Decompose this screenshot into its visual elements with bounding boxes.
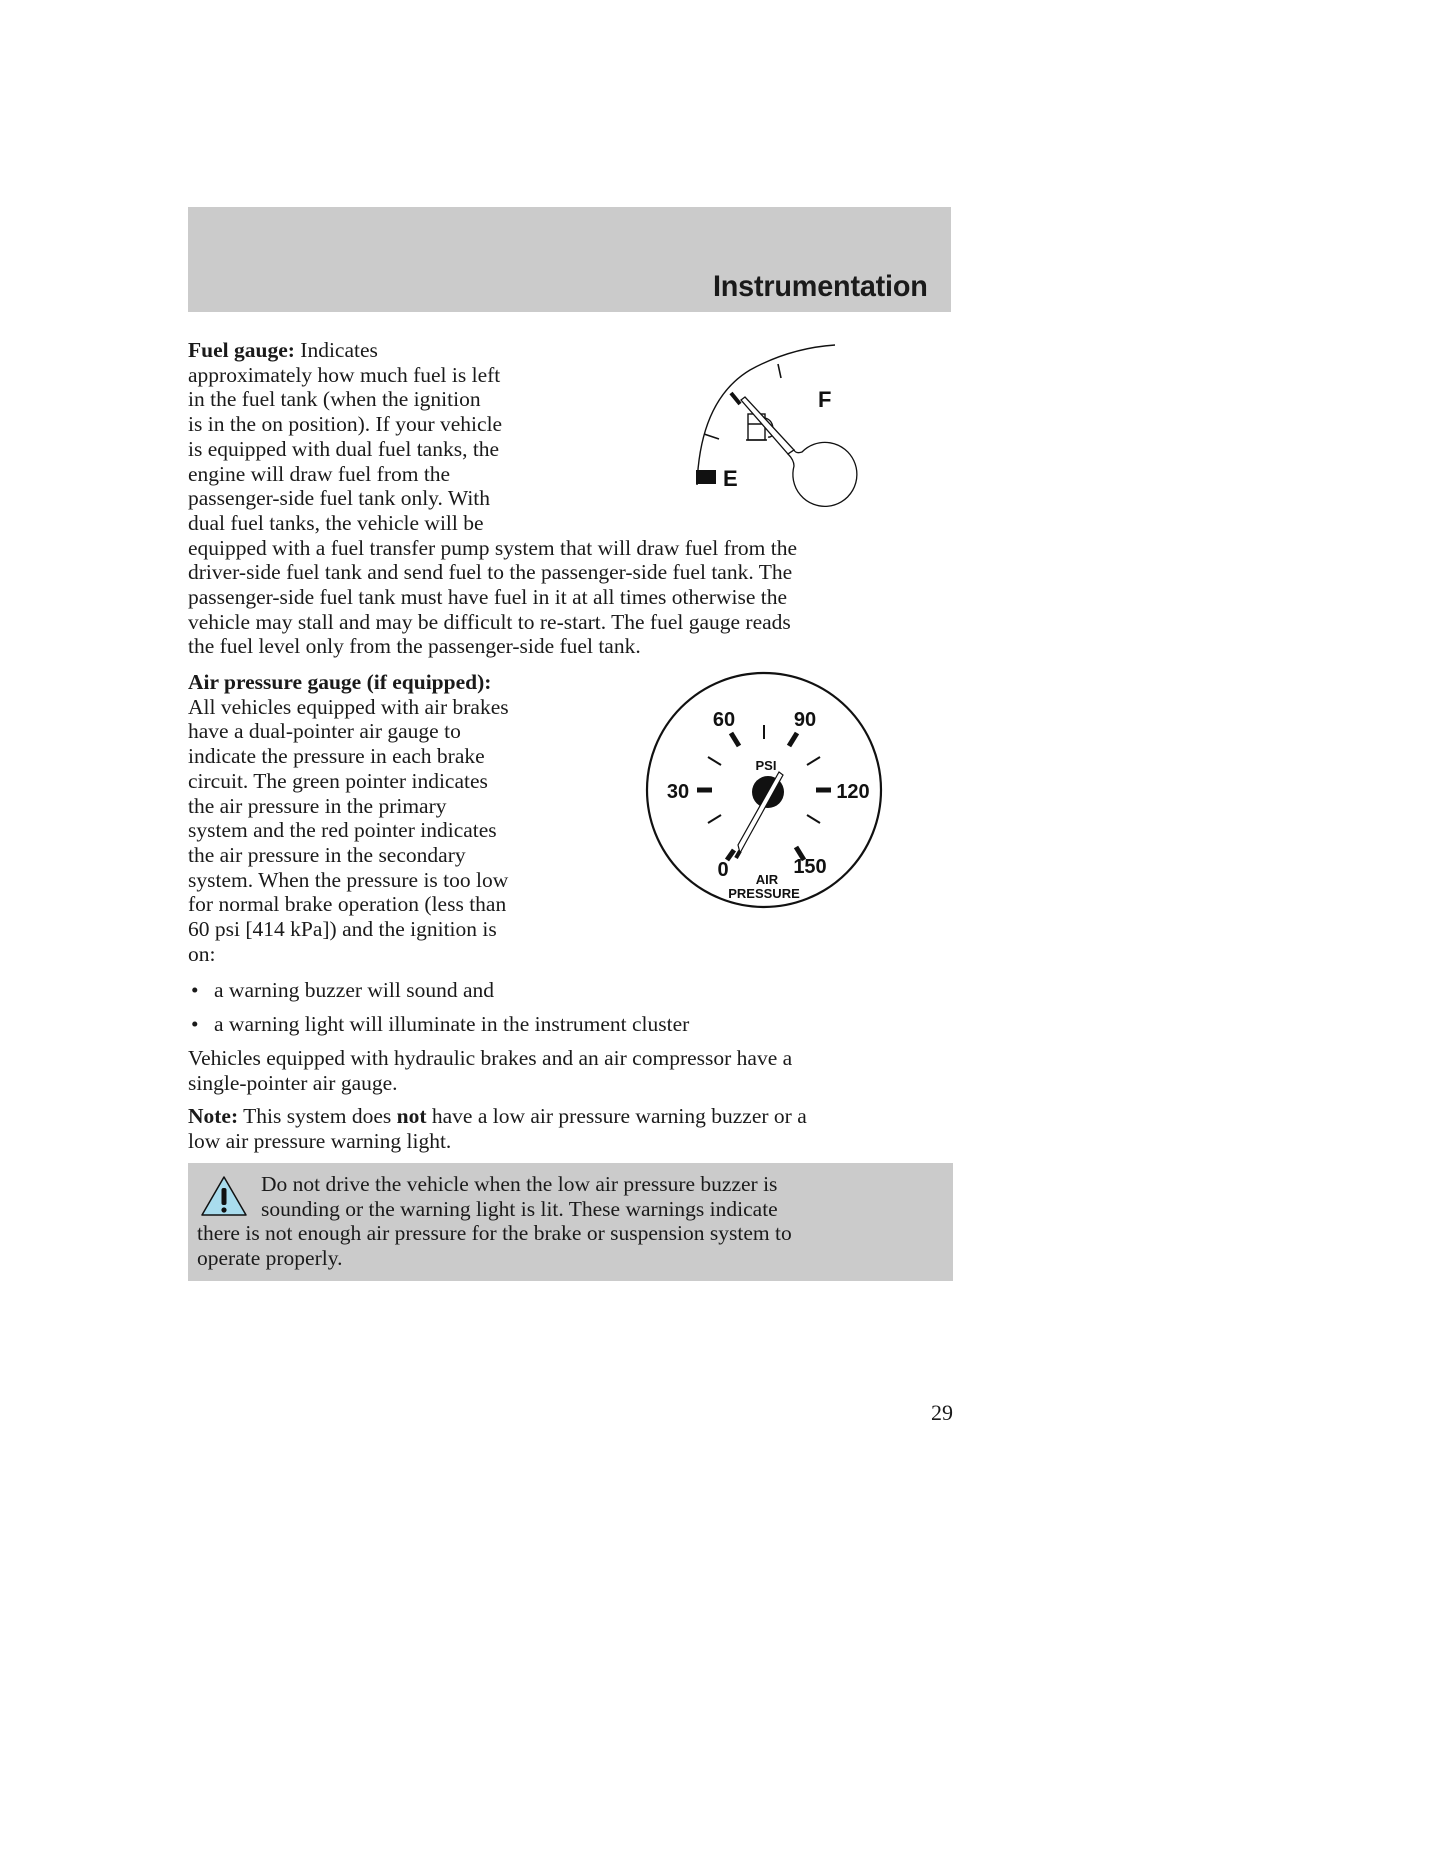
note-emphasis: not — [396, 1104, 427, 1128]
warning-callout — [188, 1163, 953, 1281]
bullet-icon: • — [191, 978, 199, 1002]
section-header-band — [188, 207, 951, 312]
fuel-gauge-line: driver-side fuel tank and send fuel to the passenger-side fuel tank. The — [188, 560, 793, 585]
section-title: Instrumentation — [713, 270, 928, 303]
air-pressure-paragraph — [188, 670, 509, 966]
fuel-gauge-line-0: Fuel gauge: Indicates — [188, 338, 378, 362]
fuel-gauge-line: is in the on position). If your vehicle — [188, 412, 503, 437]
full-label: F — [818, 387, 832, 412]
fuel-needle — [741, 397, 794, 454]
psi-label: PSI — [755, 758, 777, 773]
fuel-tick — [778, 364, 781, 378]
empty-marker — [696, 470, 716, 484]
empty-label: E — [723, 466, 738, 491]
air-pressure-line: the air pressure in the secondary — [188, 842, 466, 867]
fuel-gauge-illustration — [690, 340, 860, 512]
air-pressure-line: circuit. The green pointer indicates — [188, 768, 488, 793]
fuel-gauge-heading: Fuel gauge: — [188, 338, 295, 362]
scale-label-60: 60 — [712, 709, 736, 731]
fuel-gauge-line: dual fuel tanks, the vehicle will be — [188, 510, 484, 535]
note-label: Note: — [188, 1104, 239, 1128]
warning-text: Do not drive the vehicle when the low air pressure buzzer is sounding or the warning light is lit. These warnings indicate there is not enough air pressure for the brake or suspension system to operate properly. — [197, 1172, 792, 1271]
note-paragraph: Note: This system does not have a low air pressure warning buzzer or a low air pressure warning light. — [188, 1104, 807, 1153]
air-pressure-line: system and the red pointer indicates — [188, 818, 497, 843]
fuel-gauge-line: passenger-side fuel tank must have fuel in it at all times otherwise the — [188, 585, 788, 610]
scale-label-0: 0 — [717, 859, 729, 881]
manual-page: Instrumentation Fuel gauge: Indicates approximately how much fuel is left in the fuel tank (when the ignition is in the on position). If your vehicle is equipped with dual fuel tanks, the engine will draw fuel from the passenger-side fuel tank only. With dual fuel tanks, the vehicle will be equipped with a fuel transfer pump system that will draw fuel from the driver-side fuel tank and send fuel to the passenger-side fuel tank. The passenger-side fuel tank must have fuel in it at all times otherwise the vehicle may stall and may be difficult to re-start. The fuel gauge reads the fuel level only from the passenger-side fuel tank. E F Air pressure gauge (if equipped): All vehicles equipped with air brakes have a dual-pointer air gauge to indicate the pressure in each brake circuit. The green pointer indicates the air pressure in the primary system and the red pointer indicates the air pressure in the secondary system. When the pressure is too low for normal brake operation (less than 60 psi [414 kPa]) and the ignition is on: 60 90 30 120 0 150 PSI AIR PRESSURE • a warning buzzer will sound and • a warning light will illuminate in the instrument cluster Vehicles equipped with hydraulic brakes and an air compressor have a single-pointer air gauge. Note: This system does not have a low air pressure warning buzzer or a low air pressure warning light. Do not drive the vehicle when the low air pressure buzzer is sounding or the warning light is lit. These warnings indicate there is not enough air pressure for the brake or suspension system to operate properly. 29 — [0, 0, 1445, 1870]
fuel-gauge-line: approximately how much fuel is left — [188, 362, 501, 387]
fuel-gauge-line: equipped with a fuel transfer pump system that will draw fuel from the — [188, 535, 798, 560]
scale-label-30: 30 — [666, 781, 690, 803]
air-pressure-heading: Air pressure gauge (if equipped): — [188, 670, 492, 694]
fuel-tick-major — [731, 393, 740, 404]
fuel-gauge-line: is equipped with dual fuel tanks, the — [188, 436, 500, 461]
scale-label-120: 120 — [836, 781, 870, 803]
air-pressure-line: for normal brake operation (less than — [188, 892, 507, 917]
air-pressure-gauge-illustration — [644, 670, 884, 910]
air-pressure-line: on: — [188, 941, 216, 966]
fuel-tick — [704, 434, 719, 439]
air-pressure-line: indicate the pressure in each brake — [188, 744, 485, 769]
air-pressure-line: All vehicles equipped with air brakes — [188, 694, 509, 719]
air-caption: AIR — [755, 872, 779, 887]
air-pressure-line: 60 psi [414 kPa]) and the ignition is — [188, 917, 497, 942]
scale-label-90: 90 — [793, 709, 817, 731]
hydraulic-brakes-paragraph: Vehicles equipped with hydraulic brakes and an air compressor have a single-pointer air gauge. — [188, 1046, 793, 1095]
air-pressure-line: have a dual-pointer air gauge to — [188, 719, 461, 744]
pressure-caption: PRESSURE — [728, 886, 800, 901]
page-number: 29 — [931, 1400, 953, 1425]
scale-label-150: 150 — [793, 856, 827, 878]
fuel-gauge-line: vehicle may stall and may be difficult to re-start. The fuel gauge reads — [188, 609, 791, 634]
bullet-icon: • — [191, 1012, 199, 1036]
air-pressure-line: system. When the pressure is too low — [188, 867, 509, 892]
fuel-gauge-line: in the fuel tank (when the ignition — [188, 387, 481, 412]
fuel-needle-hub — [788, 442, 857, 506]
fuel-gauge-line: passenger-side fuel tank only. With — [188, 486, 491, 511]
fuel-gauge-line: the fuel level only from the passenger-side fuel tank. — [188, 634, 641, 659]
air-pressure-line: the air pressure in the primary — [188, 793, 447, 818]
fuel-gauge-line: engine will draw fuel from the — [188, 461, 451, 486]
